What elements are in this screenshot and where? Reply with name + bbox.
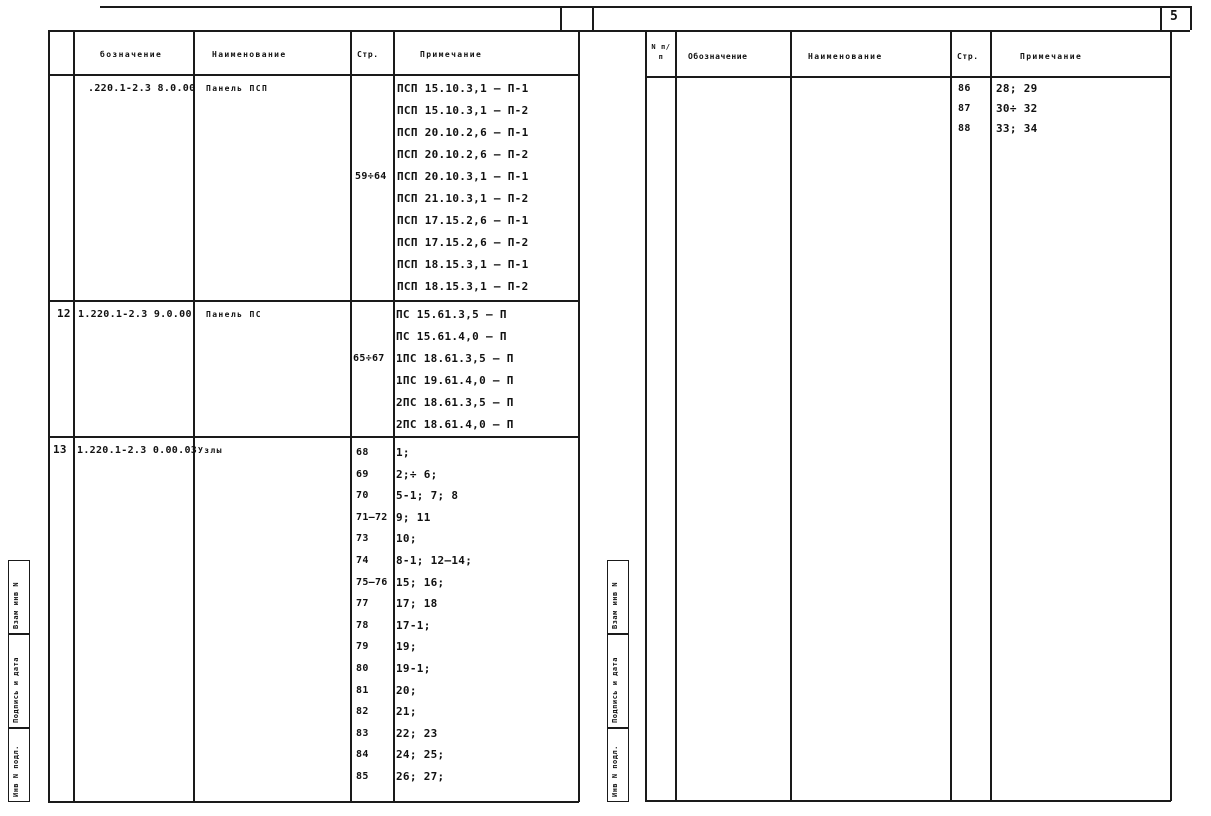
group3-page-5: 74 — [356, 555, 369, 566]
group2-name: Панель ПС — [206, 310, 262, 319]
right-page-0: 86 — [958, 83, 971, 94]
group3-page-12: 82 — [356, 706, 369, 718]
group2-note-5: 2ПС 18.61.4,0 – П — [396, 418, 514, 431]
top-divider-2 — [592, 6, 594, 30]
group3-note-9: 19; — [396, 640, 417, 654]
right-col-name — [950, 30, 952, 800]
right-stamp-sign-date: Подпись и дата — [611, 656, 619, 723]
right-header-note: Примечание — [1020, 52, 1083, 61]
group3-note-0: 1; — [396, 446, 410, 459]
right-frame-right — [1170, 30, 1172, 801]
group1-note-8: ПСП 18.15.3,1 – П-1 — [397, 258, 529, 271]
right-note-1: 30÷ 32 — [996, 102, 1038, 115]
right-stamp — [607, 560, 629, 802]
group3-page-3: 71–72 — [356, 511, 388, 523]
left-stamp-inv-orig: Инв N подл. — [12, 745, 20, 797]
group1-note-4: ПСП 20.10.3,1 – П-1 — [397, 170, 529, 183]
right-note-0: 28; 29 — [996, 82, 1038, 95]
group3-note-15: 26; 27; — [396, 770, 445, 783]
right-header-num: N п/п — [651, 43, 671, 61]
group3-note-14: 24; 25; — [396, 748, 445, 762]
group2-note-2: 1ПС 18.61.3,5 – П — [396, 352, 514, 365]
left-frame-left — [48, 30, 50, 802]
right-col-designation — [790, 30, 792, 800]
group1-note-6: ПСП 17.15.2,6 – П-1 — [397, 214, 529, 227]
group3-note-11: 20; — [396, 683, 417, 697]
group3-page-14: 84 — [356, 749, 369, 761]
group3-note-12: 21; — [396, 705, 417, 719]
right-header-bottom — [645, 76, 1171, 78]
left-stamp — [8, 560, 30, 802]
top-border — [100, 6, 1190, 8]
right-col-page — [990, 30, 992, 800]
group3-name: Узлы — [198, 446, 223, 455]
group3-num: 13 — [53, 443, 67, 456]
group3-page-13: 83 — [356, 727, 369, 739]
group1-page: 59÷64 — [355, 171, 387, 182]
left-frame-bottom — [48, 801, 579, 803]
group1-note-5: ПСП 21.10.3,1 – П-2 — [397, 192, 529, 205]
left-col-name — [350, 30, 352, 801]
group1-note-1: ПСП 15.10.3,1 – П-2 — [397, 104, 529, 117]
group3-page-11: 81 — [356, 684, 369, 696]
group2-note-3: 1ПС 19.61.4,0 – П — [396, 374, 514, 387]
group3-page-6: 75–76 — [356, 576, 388, 588]
group3-page-7: 77 — [356, 598, 369, 610]
left-header-note: Примечание — [420, 50, 483, 59]
group2-note-4: 2ПС 18.61.3,5 – П — [396, 396, 514, 409]
left-stamp-sign-date: Подпись и дата — [12, 656, 20, 723]
group3-note-10: 19-1; — [396, 662, 431, 675]
page-box-left — [1160, 6, 1162, 30]
group1-note-9: ПСП 18.15.3,1 – П-2 — [397, 280, 529, 293]
left-group-sep-1 — [48, 300, 579, 302]
right-header-name: Наименование — [808, 52, 883, 61]
group2-note-1: ПС 15.61.4,0 – П — [396, 330, 507, 343]
group3-designation: 1.220.1-2.3 0.00.03 — [77, 445, 198, 456]
group2-page: 65÷67 — [353, 353, 385, 364]
group3-page-8: 78 — [356, 619, 369, 631]
group2-num: 12 — [57, 307, 71, 320]
right-page-1: 87 — [958, 103, 971, 114]
right-header-page: Стр. — [957, 52, 979, 61]
left-group-sep-2 — [48, 436, 579, 438]
group1-note-0: ПСП 15.10.3,1 – П-1 — [397, 82, 529, 95]
group3-note-1: 2;÷ 6; — [396, 467, 438, 481]
right-note-2: 33; 34 — [996, 122, 1038, 135]
right-stamp-inv-orig: Инв N подл. — [611, 745, 619, 797]
group1-note-3: ПСП 20.10.2,6 – П-2 — [397, 148, 529, 161]
group3-page-1: 69 — [356, 468, 369, 480]
right-header-designation: Обозначение — [688, 52, 748, 61]
group1-note-7: ПСП 17.15.2,6 – П-2 — [397, 236, 529, 249]
right-stamp-inv-replace: Взам инв N — [611, 581, 619, 629]
right-frame-bottom — [645, 800, 1171, 802]
group1-note-2: ПСП 20.10.2,6 – П-1 — [397, 126, 529, 139]
frame-top-line — [50, 30, 1190, 32]
group3-page-9: 79 — [356, 641, 369, 653]
left-header-designation: бозначение — [100, 50, 163, 59]
left-stamp-inv-replace: Взам инв N — [12, 581, 20, 629]
group2-note-0: ПС 15.61.3,5 – П — [396, 308, 507, 321]
group3-note-5: 8-1; 12–14; — [396, 554, 473, 567]
left-header-name: Наименование — [212, 50, 287, 59]
left-header-bottom — [48, 74, 579, 76]
group3-note-3: 9; 11 — [396, 510, 431, 524]
group3-note-7: 17; 18 — [396, 597, 438, 611]
right-frame-left — [645, 30, 647, 801]
right-col-num — [675, 30, 677, 800]
left-col-designation — [193, 30, 195, 801]
group3-note-13: 22; 23 — [396, 726, 438, 740]
group3-note-2: 5-1; 7; 8 — [396, 489, 459, 503]
group3-page-4: 73 — [356, 533, 369, 545]
group2-designation: 1.220.1-2.3 9.0.00 — [78, 309, 192, 320]
group3-note-6: 15; 16; — [396, 575, 445, 589]
group3-note-4: 10; — [396, 532, 417, 546]
group3-page-2: 70 — [356, 490, 369, 502]
group3-note-8: 17-1; — [396, 618, 431, 632]
group1-name: Панель ПСП — [206, 84, 269, 93]
left-frame-right — [578, 30, 580, 802]
group3-page-0: 68 — [356, 447, 369, 458]
group1-designation: .220.1-2.3 8.0.00 — [88, 83, 196, 94]
page-number: 5 — [1170, 9, 1179, 24]
page-box-right — [1190, 6, 1192, 30]
group3-page-10: 80 — [356, 663, 369, 674]
right-page-2: 88 — [958, 123, 971, 134]
left-col-page — [393, 30, 395, 801]
top-divider — [560, 6, 562, 30]
group3-page-15: 85 — [356, 771, 369, 782]
left-header-page: Стр. — [357, 50, 379, 59]
left-col-num — [73, 30, 75, 801]
